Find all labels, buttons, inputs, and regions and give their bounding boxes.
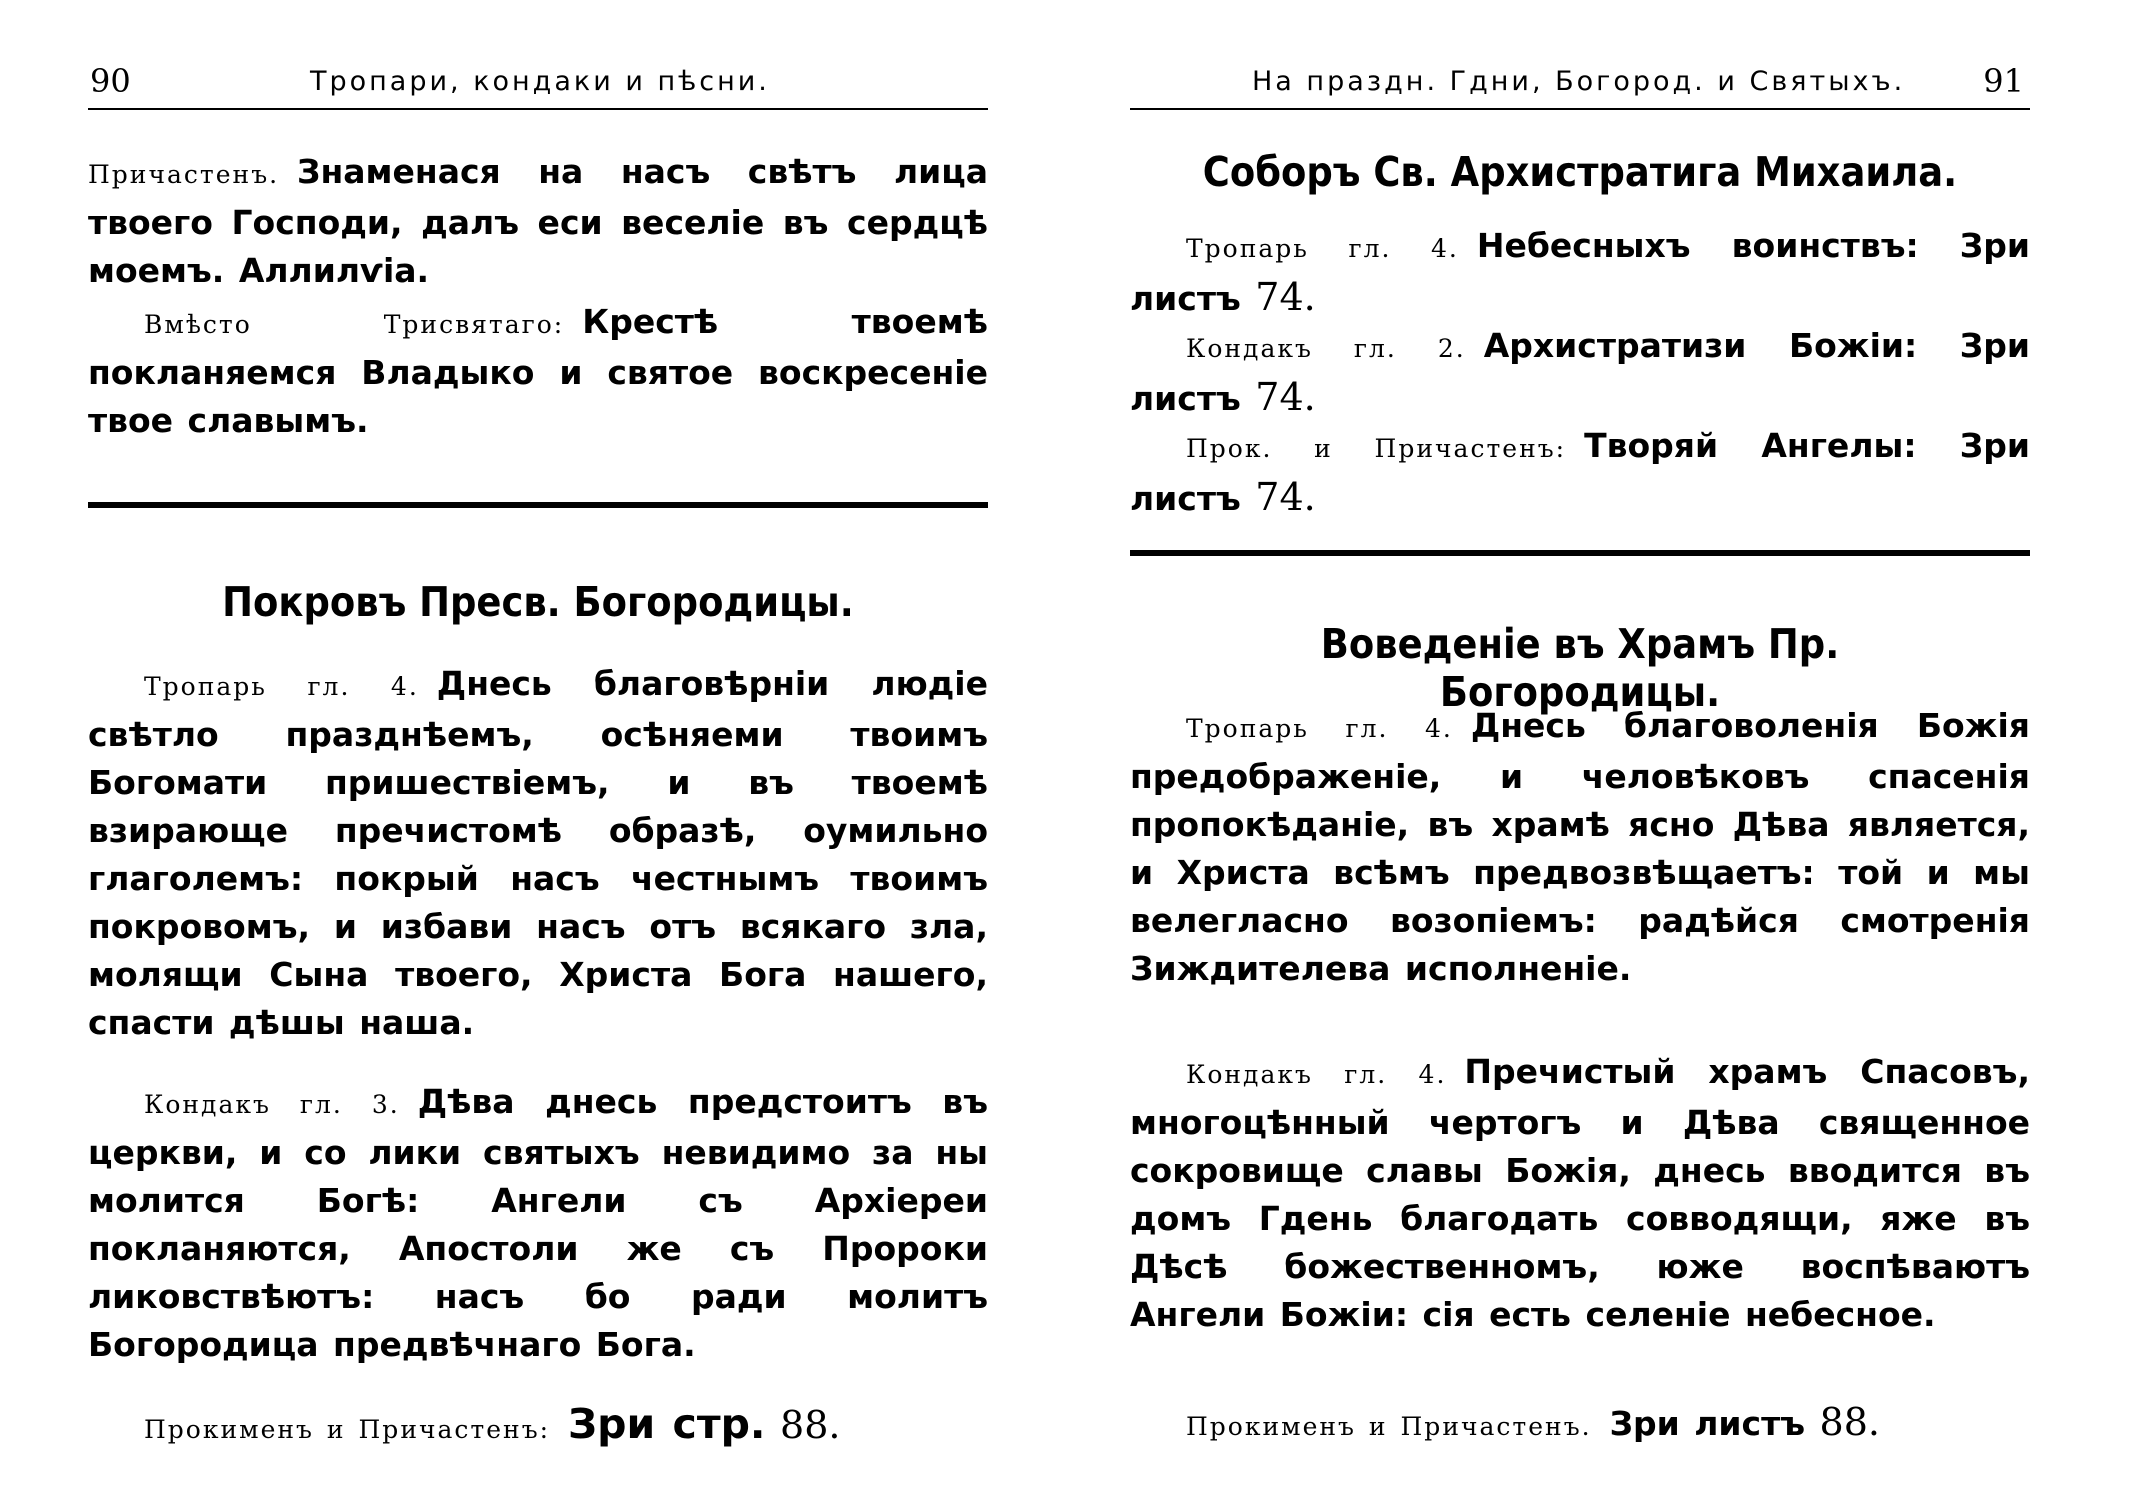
left-running-head-title: Тропари, кондаки и пѣсни. bbox=[310, 66, 770, 97]
right-section-rule bbox=[1130, 550, 2030, 556]
right-section-heading-1: Соборъ Св. Архистратига Михаила. bbox=[1202, 148, 1958, 196]
vvedenie-troparion-label: Тропарь гл. 4. bbox=[1186, 714, 1453, 743]
pokrov-troparion-text: Днесь благовѣрніи людіе свѣтло празднѣемъ, осѣняеми твоимъ Богомати пришествіемъ, и въ твоемѣ взирающе пречистомѣ образѣ, оумильно глаголемъ: покрый насъ честнымъ твоимъ покровомъ, и избави насъ отъ всякаго зла, молящи Сына твоего, Христа Бога нашего, спасти дѣшы наша. bbox=[88, 664, 988, 1042]
left-communion-block bbox=[88, 148, 988, 295]
left-running-head bbox=[88, 62, 988, 112]
pokrov-kontakion-label: Кондакъ гл. 3. bbox=[144, 1090, 400, 1119]
right-page-number: 91 bbox=[1983, 62, 2024, 100]
michael-troparion-ref: 74. bbox=[1255, 275, 1316, 319]
left-page-number: 90 bbox=[90, 62, 131, 100]
left-trisagion-block bbox=[88, 298, 988, 445]
pokrov-kontakion-text: Дѣва днесь предстоитъ въ церкви, и со лики святыхъ невидимо за ны молится Богѣ: Ангели съ Архіереи покланяются, Апостоли же съ Пророки ликовствѣютъ: насъ бо ради молитъ Богородица предвѣчнаго Бога. bbox=[88, 1082, 988, 1364]
pokrov-kontakion bbox=[88, 1078, 988, 1369]
vvedenie-kontakion bbox=[1130, 1048, 2030, 1339]
trisagion-text: Крестѣ твоемѣ покланяемся Владыко и святое воскресеніе твое славымъ. bbox=[88, 302, 988, 440]
pokrov-prokimen-text: Зри стр. bbox=[568, 1400, 766, 1448]
michael-troparion-label: Тропарь гл. 4. bbox=[1186, 234, 1459, 263]
pokrov-troparion-label: Тропарь гл. 4. bbox=[144, 672, 419, 701]
pokrov-troparion bbox=[88, 660, 988, 1047]
vvedenie-kontakion-label: Кондакъ гл. 4. bbox=[1186, 1060, 1447, 1089]
michael-prokimen-ref: 74. bbox=[1255, 475, 1316, 519]
vvedenie-prokimen-label: Прокименъ и Причастенъ. bbox=[1186, 1412, 1592, 1441]
left-section-rule bbox=[88, 502, 988, 508]
right-running-head-title: На праздн. Гдни, Богород. и Святыхъ. bbox=[1252, 66, 1906, 97]
pokrov-prokimen-label: Прокименъ и Причастенъ: bbox=[144, 1415, 551, 1444]
michael-prokimen-label: Прок. и Причастенъ: bbox=[1186, 434, 1567, 463]
michael-kontakion-ref: 74. bbox=[1255, 375, 1316, 419]
pokrov-prokimen-ref: 88. bbox=[780, 1403, 841, 1447]
vvedenie-prokimen-text: Зри листъ bbox=[1609, 1404, 1806, 1443]
vvedenie-troparion-text: Днесь благоволенія Божія предображеніе, и человѣковъ спасенія пропокѣданіе, въ храмѣ ясно Дѣва является, и Христа всѣмъ предвозвѣщаетъ: той и мы велегласно возопіемъ: радѣйся смотренія Зиждителева исполненіе. bbox=[1130, 706, 2030, 988]
communion-text: Знаменася на насъ свѣтъ лица твоего Господи, далъ еси веселіе въ сердцѣ моемъ. Аллилѵіа. bbox=[88, 152, 988, 290]
vvedenie-kontakion-text: Пречистый храмъ Спасовъ, многоцѣнный чертогъ и Дѣва священное сокровище славы Божія, днесь вводится въ домъ Гдень благодать совводящи, яже въ Дѣсѣ божественномъ, юже воспѣваютъ Ангели Божіи: сія есть селеніе небесное. bbox=[1130, 1052, 2030, 1334]
michael-prokimen-text: Творяй Ангелы: Зри листъ bbox=[1130, 426, 2030, 518]
michael-troparion-text: Небесныхъ воинствъ: Зри листъ bbox=[1130, 226, 2030, 318]
right-page bbox=[1130, 0, 2030, 1500]
michael-prokimen bbox=[1130, 422, 2030, 523]
pokrov-prokimen bbox=[88, 1400, 988, 1454]
michael-troparion bbox=[1130, 222, 2030, 323]
vvedenie-troparion bbox=[1130, 702, 2030, 993]
michael-kontakion-text: Архистратизи Божіи: Зри листъ bbox=[1130, 326, 2030, 418]
right-header-rule bbox=[1130, 108, 2030, 110]
vvedenie-prokimen bbox=[1130, 1398, 2030, 1451]
michael-kontakion bbox=[1130, 322, 2030, 423]
right-running-head bbox=[1130, 62, 2030, 112]
right-section-heading-2: Воведеніе въ Храмъ Пр. Богородицы. bbox=[1320, 620, 1840, 716]
left-header-rule bbox=[88, 108, 988, 110]
communion-label: Причастенъ. bbox=[88, 160, 280, 189]
michael-kontakion-label: Кондакъ гл. 2. bbox=[1186, 334, 1466, 363]
left-section-heading: Покровъ Пресв. Богородицы. bbox=[222, 578, 854, 626]
trisagion-label: Вмѣсто Трисвятаго: bbox=[144, 310, 565, 339]
vvedenie-prokimen-ref: 88. bbox=[1819, 1400, 1880, 1444]
left-page bbox=[88, 0, 988, 1500]
